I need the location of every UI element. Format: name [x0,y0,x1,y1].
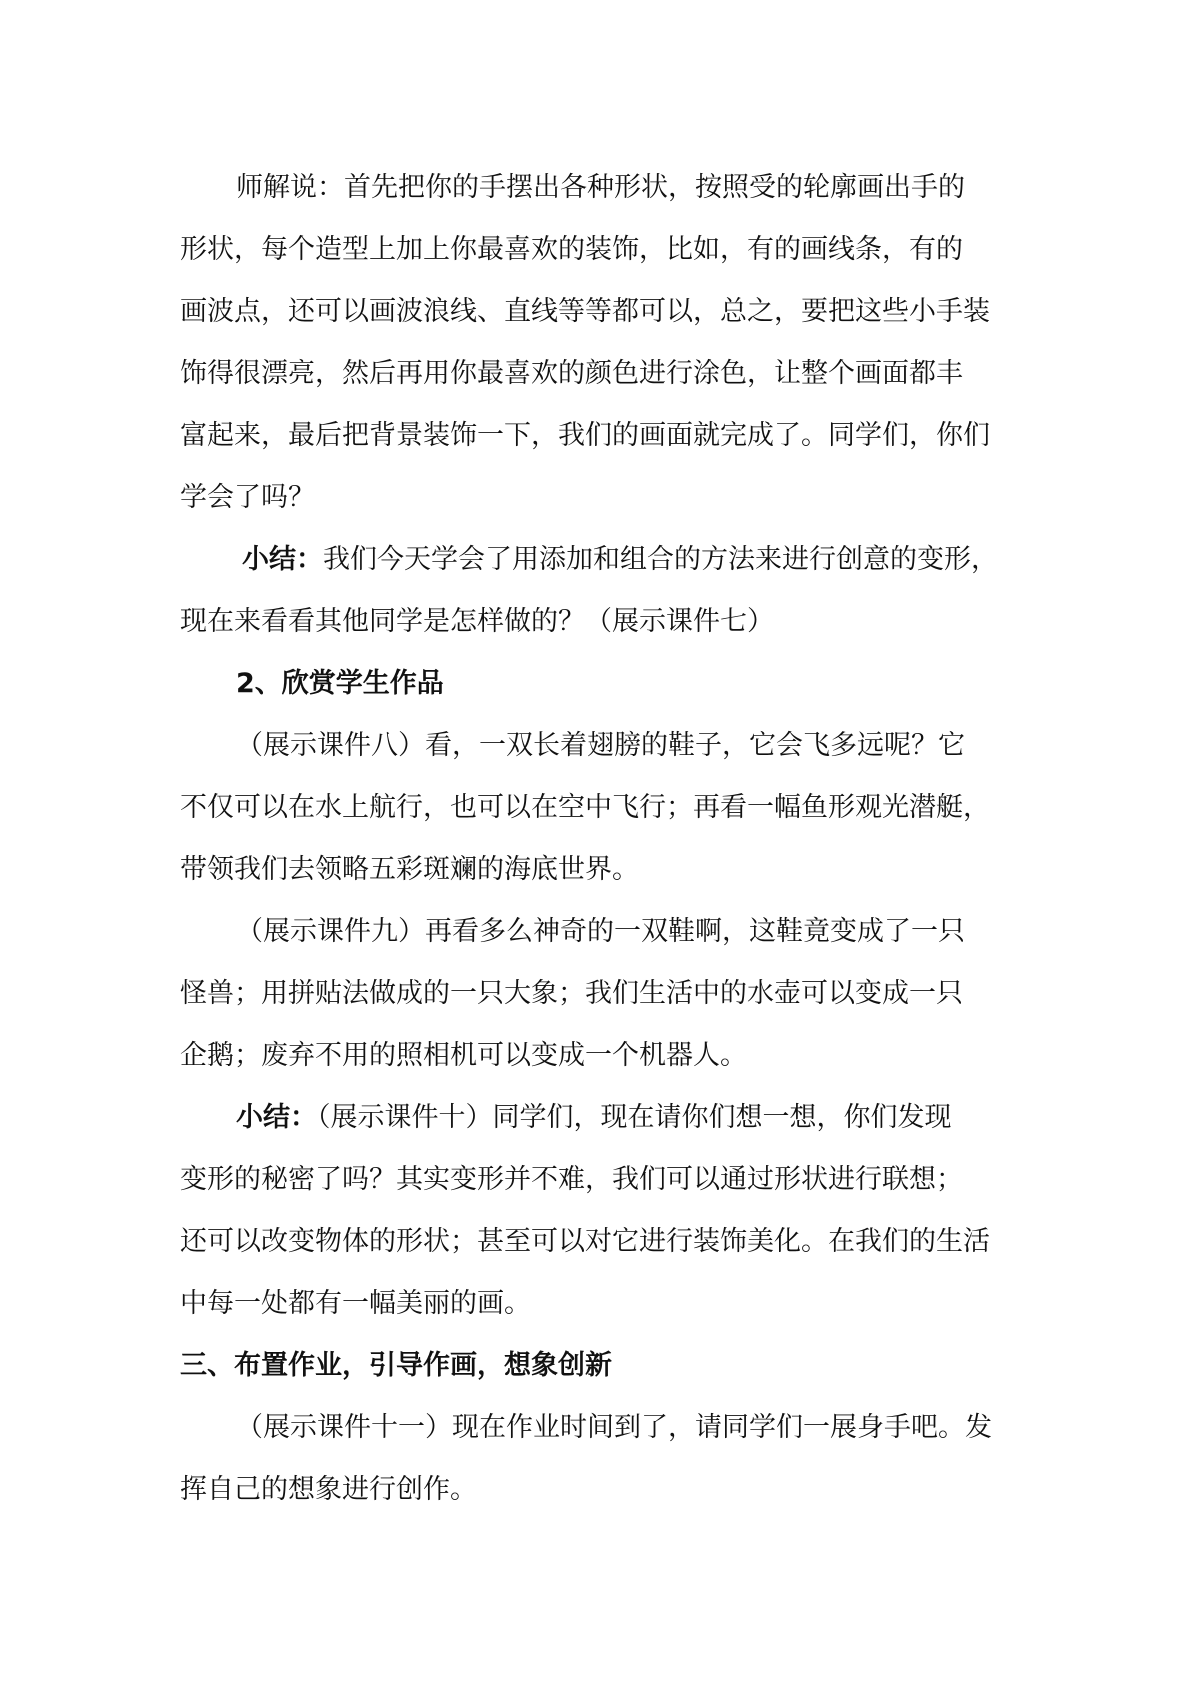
section-heading: 2、欣赏学生作品 [236,668,444,699]
text-line: 不仅可以在水上航行，也可以在空中飞行；再看一幅鱼形观光潜艇， [180,792,990,823]
paragraph-teacher-explanation [180,157,1040,529]
text-line: 挥自己的想象进行创作。 [180,1474,477,1505]
text-line: 怪兽；用拼贴法做成的一只大象；我们生活中的水壶可以变成一只 [180,978,963,1009]
paragraph-courseware-9 [180,901,1040,1087]
text-line: 学会了吗？ [180,482,315,513]
text-line: 现在来看看其他同学是怎样做的？（展示课件七） [180,606,774,637]
text-line: 变形的秘密了吗？其实变形并不难，我们可以通过形状进行联想； [180,1164,963,1195]
paragraph-homework [180,1397,1040,1521]
text-line [180,529,1040,591]
text-line: 画波点，还可以画波浪线、直线等等都可以，总之，要把这些小手装 [180,296,990,327]
text-line: （展示课件八）看，一双长着翅膀的鞋子，它会飞多远呢？它 [236,730,965,761]
text-line: 富起来，最后把背景装饰一下，我们的画面就完成了。同学们，你们 [180,420,990,451]
paragraph-courseware-8 [180,715,1040,901]
paragraph-summary-2 [180,1087,1040,1335]
text-line: 还可以改变物体的形状；甚至可以对它进行装饰美化。在我们的生活 [180,1226,990,1257]
document-page [180,157,1040,1521]
summary-label: 小结： [236,1102,317,1133]
paragraph-summary-1 [180,529,1040,653]
text-line: 师解说：首先把你的手摆出各种形状，按照受的轮廓画出手的 [236,172,965,203]
text-line: 形状，每个造型上加上你最喜欢的装饰，比如，有的画线条，有的 [180,234,963,265]
summary-text: 我们今天学会了用添加和组合的方法来进行创意的变形， [323,544,998,575]
text-line [180,1087,1040,1149]
text-line: （展示课件九）再看多么神奇的一双鞋啊，这鞋竟变成了一只 [236,916,965,947]
text-line: 带领我们去领略五彩斑斓的海底世界。 [180,854,639,885]
text-line: 饰得很漂亮，然后再用你最喜欢的颜色进行涂色，让整个画面都丰 [180,358,963,389]
text-line: 企鹅；废弃不用的照相机可以变成一个机器人。 [180,1040,747,1071]
text-line: 中每一处都有一幅美丽的画。 [180,1288,531,1319]
section-heading: 三、布置作业，引导作画，想象创新 [180,1350,612,1381]
summary-text: （展示课件十）同学们，现在请你们想一想，你们发现 [317,1102,952,1133]
summary-label: 小结： [242,544,323,575]
text-line: （展示课件十一）现在作业时间到了，请同学们一展身手吧。发 [236,1412,992,1443]
